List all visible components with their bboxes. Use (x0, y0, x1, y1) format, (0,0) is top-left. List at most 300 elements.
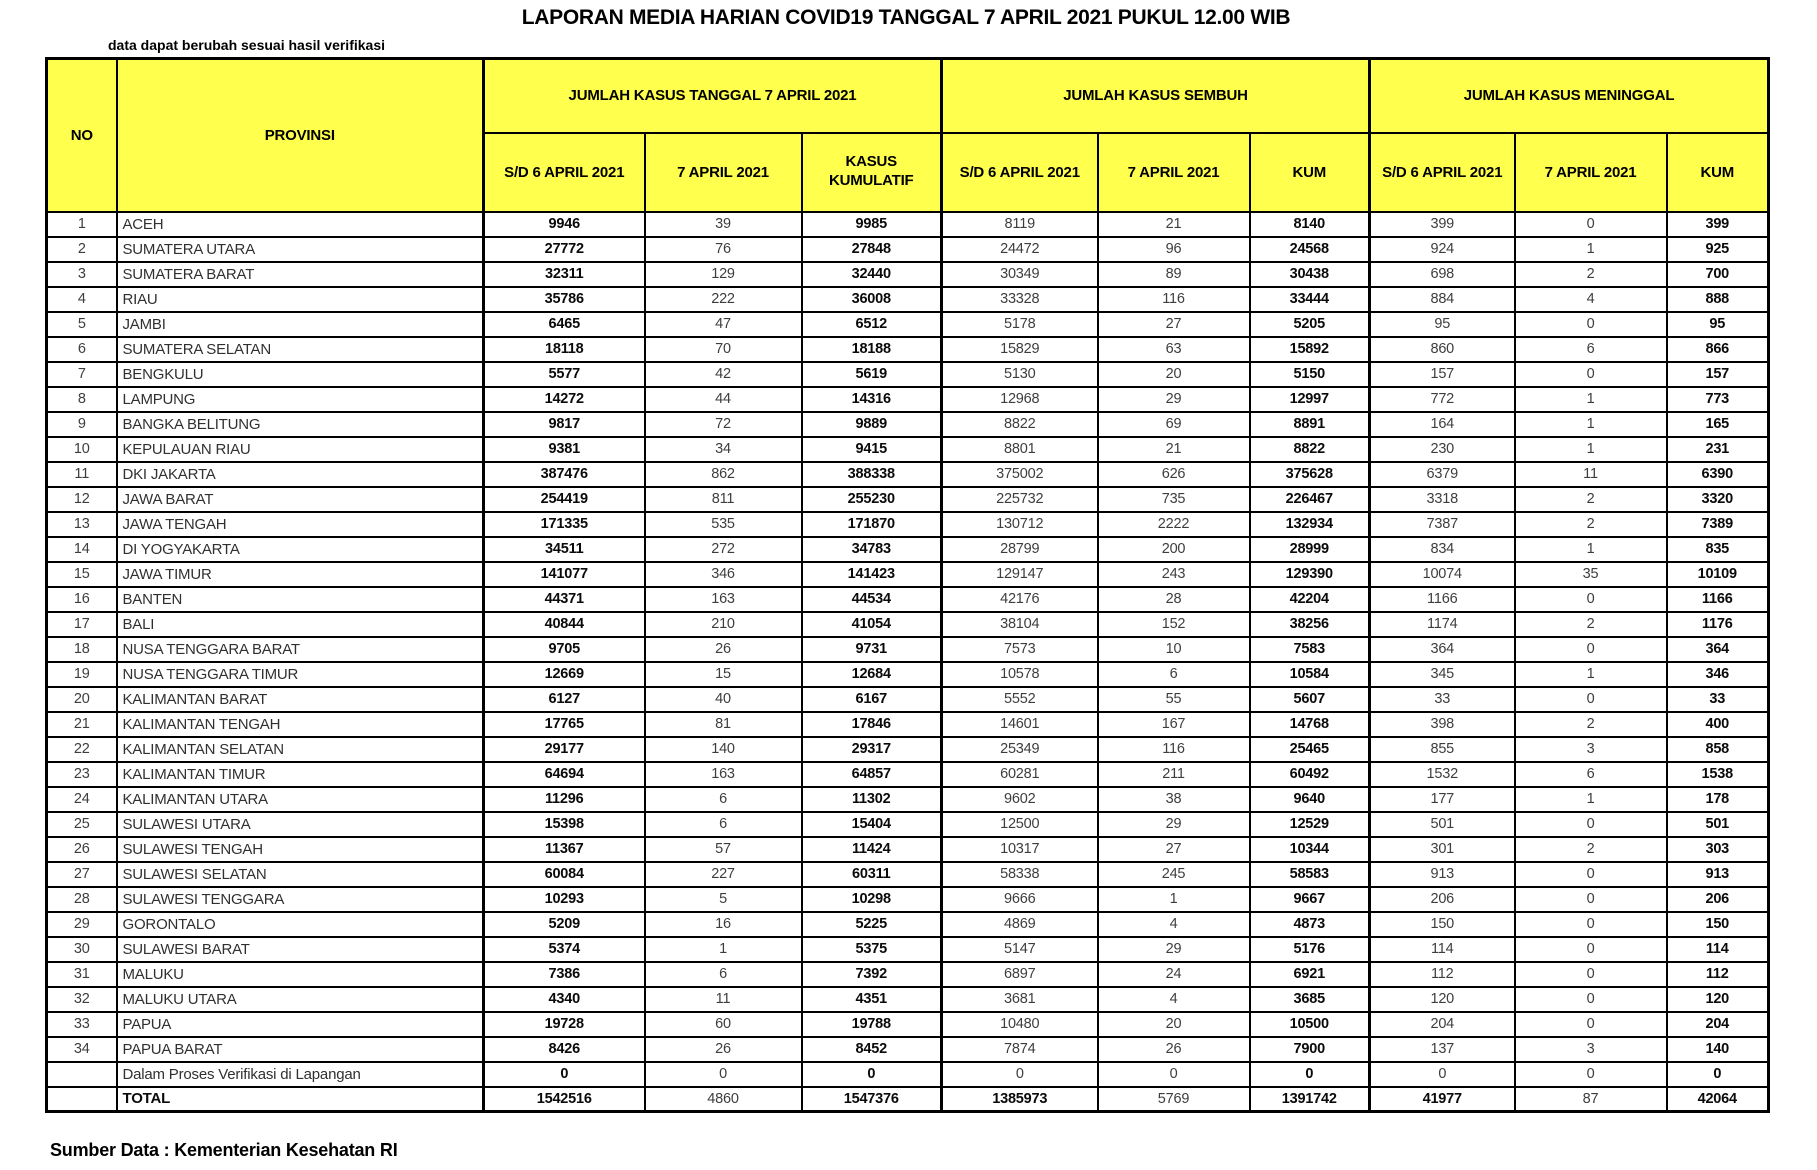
value-cell: 9415 (802, 437, 942, 462)
value-cell: 5130 (942, 362, 1098, 387)
table-row (47, 1062, 1769, 1087)
value-cell: 8119 (942, 212, 1098, 237)
table-row (47, 262, 1769, 287)
subcol-sembuh-kum: KUM (1250, 133, 1370, 212)
value-cell: 14768 (1250, 712, 1370, 737)
table-row (47, 237, 1769, 262)
value-cell: 11 (1515, 462, 1667, 487)
table-row (47, 412, 1769, 437)
value-cell: 535 (645, 512, 802, 537)
value-cell: 18118 (484, 337, 645, 362)
total-row (47, 1087, 1769, 1112)
province-name: Dalam Proses Verifikasi di Lapangan (117, 1062, 484, 1087)
province-name: SULAWESI TENGAH (117, 837, 484, 862)
value-cell: 2 (1515, 512, 1667, 537)
value-cell: 163 (645, 762, 802, 787)
value-cell: 0 (1667, 1062, 1769, 1087)
province-name: MALUKU UTARA (117, 987, 484, 1012)
value-cell: 14316 (802, 387, 942, 412)
value-cell: 626 (1098, 462, 1250, 487)
value-cell: 811 (645, 487, 802, 512)
value-cell: 42 (645, 362, 802, 387)
value-cell: 3318 (1370, 487, 1515, 512)
province-name: JAMBI (117, 312, 484, 337)
value-cell: 364 (1370, 637, 1515, 662)
value-cell: 26 (645, 1037, 802, 1062)
value-cell: 5225 (802, 912, 942, 937)
province-name: BENGKULU (117, 362, 484, 387)
table-row (47, 787, 1769, 812)
value-cell: 388338 (802, 462, 942, 487)
value-cell: 6390 (1667, 462, 1769, 487)
value-cell: 346 (1667, 662, 1769, 687)
value-cell: 40844 (484, 612, 645, 637)
value-cell: 57 (645, 837, 802, 862)
value-cell: 10293 (484, 887, 645, 912)
value-cell: 7386 (484, 962, 645, 987)
table-row (47, 962, 1769, 987)
col-header-provinsi: PROVINSI (117, 59, 484, 212)
value-cell: 0 (1515, 1062, 1667, 1087)
province-name: DKI JAKARTA (117, 462, 484, 487)
row-number: 15 (47, 562, 117, 587)
subcol-meninggal-sd6: S/D 6 APRIL 2021 (1370, 133, 1515, 212)
value-cell: 141423 (802, 562, 942, 587)
value-cell: 120 (1667, 987, 1769, 1012)
value-cell: 34 (645, 437, 802, 462)
row-number: 13 (47, 512, 117, 537)
row-number: 16 (47, 587, 117, 612)
value-cell: 89 (1098, 262, 1250, 287)
value-cell: 10578 (942, 662, 1098, 687)
value-cell: 116 (1098, 737, 1250, 762)
value-cell: 8801 (942, 437, 1098, 462)
value-cell: 9640 (1250, 787, 1370, 812)
value-cell: 69 (1098, 412, 1250, 437)
value-cell: 60311 (802, 862, 942, 887)
table-row (47, 687, 1769, 712)
value-cell: 2 (1515, 712, 1667, 737)
value-cell: 32311 (484, 262, 645, 287)
value-cell: 860 (1370, 337, 1515, 362)
value-cell: 222 (645, 287, 802, 312)
value-cell: 0 (645, 1062, 802, 1087)
value-cell: 375628 (1250, 462, 1370, 487)
value-cell: 400 (1667, 712, 1769, 737)
value-cell: 28 (1098, 587, 1250, 612)
province-name: JAWA TIMUR (117, 562, 484, 587)
value-cell: 226467 (1250, 487, 1370, 512)
row-number: 1 (47, 212, 117, 237)
value-cell: 64857 (802, 762, 942, 787)
value-cell: 9666 (942, 887, 1098, 912)
value-cell: 34511 (484, 537, 645, 562)
value-cell: 5147 (942, 937, 1098, 962)
row-number: 12 (47, 487, 117, 512)
table-row (47, 512, 1769, 537)
value-cell: 0 (1515, 887, 1667, 912)
value-cell: 398 (1370, 712, 1515, 737)
value-cell: 1 (1515, 537, 1667, 562)
province-name: KALIMANTAN TIMUR (117, 762, 484, 787)
value-cell: 210 (645, 612, 802, 637)
value-cell: 10344 (1250, 837, 1370, 862)
value-cell: 0 (1250, 1062, 1370, 1087)
value-cell: 2 (1515, 262, 1667, 287)
value-cell: 152 (1098, 612, 1250, 637)
value-cell: 5607 (1250, 687, 1370, 712)
value-cell: 345 (1370, 662, 1515, 687)
value-cell: 10298 (802, 887, 942, 912)
value-cell: 10074 (1370, 562, 1515, 587)
value-cell: 5374 (484, 937, 645, 962)
value-cell: 1 (645, 937, 802, 962)
covid-report-table-wrapper (45, 57, 1770, 1113)
value-cell: 735 (1098, 487, 1250, 512)
value-cell: 14272 (484, 387, 645, 412)
value-cell: 3 (1515, 737, 1667, 762)
value-cell: 11424 (802, 837, 942, 862)
value-cell: 112 (1667, 962, 1769, 987)
province-name: NUSA TENGGARA BARAT (117, 637, 484, 662)
row-number: 5 (47, 312, 117, 337)
province-name: SULAWESI BARAT (117, 937, 484, 962)
value-cell: 7392 (802, 962, 942, 987)
value-cell: 20 (1098, 362, 1250, 387)
value-cell: 913 (1370, 862, 1515, 887)
value-cell: 33 (1370, 687, 1515, 712)
row-number: 26 (47, 837, 117, 862)
row-number: 25 (47, 812, 117, 837)
table-header (47, 59, 1769, 212)
value-cell: 3685 (1250, 987, 1370, 1012)
value-cell: 11296 (484, 787, 645, 812)
value-cell: 34783 (802, 537, 942, 562)
row-number: 21 (47, 712, 117, 737)
value-cell: 10500 (1250, 1012, 1370, 1037)
value-cell: 0 (1515, 587, 1667, 612)
value-cell: 700 (1667, 262, 1769, 287)
value-cell: 140 (645, 737, 802, 762)
value-cell: 129390 (1250, 562, 1370, 587)
value-cell: 1391742 (1250, 1087, 1370, 1112)
province-name: LAMPUNG (117, 387, 484, 412)
value-cell: 9946 (484, 212, 645, 237)
value-cell: 4340 (484, 987, 645, 1012)
value-cell: 14601 (942, 712, 1098, 737)
value-cell: 29 (1098, 387, 1250, 412)
value-cell: 0 (942, 1062, 1098, 1087)
value-cell: 3681 (942, 987, 1098, 1012)
value-cell: 29 (1098, 812, 1250, 837)
value-cell: 9985 (802, 212, 942, 237)
value-cell: 0 (1515, 687, 1667, 712)
value-cell: 211 (1098, 762, 1250, 787)
value-cell: 10109 (1667, 562, 1769, 587)
table-row (47, 637, 1769, 662)
value-cell: 11302 (802, 787, 942, 812)
province-name: KALIMANTAN TENGAH (117, 712, 484, 737)
table-row (47, 862, 1769, 887)
value-cell: 150 (1667, 912, 1769, 937)
value-cell: 95 (1667, 312, 1769, 337)
subcol-meninggal-kum: KUM (1667, 133, 1769, 212)
value-cell: 773 (1667, 387, 1769, 412)
value-cell: 24472 (942, 237, 1098, 262)
table-row (47, 812, 1769, 837)
row-number: 14 (47, 537, 117, 562)
value-cell: 167 (1098, 712, 1250, 737)
row-number: 28 (47, 887, 117, 912)
value-cell: 33 (1667, 687, 1769, 712)
value-cell: 6 (645, 962, 802, 987)
data-source-note: Sumber Data : Kementerian Kesehatan RI (50, 1140, 398, 1160)
value-cell: 8891 (1250, 412, 1370, 437)
row-number (47, 1087, 117, 1112)
row-number: 3 (47, 262, 117, 287)
value-cell: 9667 (1250, 887, 1370, 912)
value-cell: 866 (1667, 337, 1769, 362)
value-cell: 231 (1667, 437, 1769, 462)
value-cell: 33444 (1250, 287, 1370, 312)
row-number: 29 (47, 912, 117, 937)
value-cell: 1385973 (942, 1087, 1098, 1112)
value-cell: 1547376 (802, 1087, 942, 1112)
value-cell: 19788 (802, 1012, 942, 1037)
value-cell: 114 (1667, 937, 1769, 962)
value-cell: 5577 (484, 362, 645, 387)
value-cell: 12684 (802, 662, 942, 687)
province-name: SULAWESI SELATAN (117, 862, 484, 887)
group-header-meninggal: JUMLAH KASUS MENINGGAL (1370, 59, 1769, 133)
value-cell: 6921 (1250, 962, 1370, 987)
row-number: 10 (47, 437, 117, 462)
value-cell: 15829 (942, 337, 1098, 362)
table-row (47, 437, 1769, 462)
value-cell: 60084 (484, 862, 645, 887)
row-number: 30 (47, 937, 117, 962)
table-row (47, 337, 1769, 362)
value-cell: 29177 (484, 737, 645, 762)
value-cell: 44371 (484, 587, 645, 612)
value-cell: 0 (1515, 362, 1667, 387)
value-cell: 9705 (484, 637, 645, 662)
value-cell: 5769 (1098, 1087, 1250, 1112)
value-cell: 1176 (1667, 612, 1769, 637)
value-cell: 20 (1098, 1012, 1250, 1037)
value-cell: 42204 (1250, 587, 1370, 612)
subcol-sembuh-7april: 7 APRIL 2021 (1098, 133, 1250, 212)
province-name: PAPUA (117, 1012, 484, 1037)
province-name: TOTAL (117, 1087, 484, 1112)
province-name: KALIMANTAN UTARA (117, 787, 484, 812)
value-cell: 206 (1667, 887, 1769, 912)
value-cell: 4 (1515, 287, 1667, 312)
value-cell: 11367 (484, 837, 645, 862)
row-number: 4 (47, 287, 117, 312)
row-number: 11 (47, 462, 117, 487)
value-cell: 884 (1370, 287, 1515, 312)
value-cell: 60 (645, 1012, 802, 1037)
value-cell: 772 (1370, 387, 1515, 412)
value-cell: 6465 (484, 312, 645, 337)
row-number: 17 (47, 612, 117, 637)
value-cell: 2 (1515, 612, 1667, 637)
value-cell: 9817 (484, 412, 645, 437)
table-row (47, 387, 1769, 412)
value-cell: 27 (1098, 837, 1250, 862)
value-cell: 157 (1370, 362, 1515, 387)
value-cell: 4351 (802, 987, 942, 1012)
value-cell: 164 (1370, 412, 1515, 437)
value-cell: 1 (1515, 387, 1667, 412)
value-cell: 55 (1098, 687, 1250, 712)
province-name: NUSA TENGGARA TIMUR (117, 662, 484, 687)
value-cell: 12997 (1250, 387, 1370, 412)
value-cell: 17846 (802, 712, 942, 737)
value-cell: 42176 (942, 587, 1098, 612)
province-name: SUMATERA UTARA (117, 237, 484, 262)
subcol-meninggal-7april: 7 APRIL 2021 (1515, 133, 1667, 212)
value-cell: 60281 (942, 762, 1098, 787)
value-cell: 112 (1370, 962, 1515, 987)
table-row (47, 562, 1769, 587)
value-cell: 25465 (1250, 737, 1370, 762)
value-cell: 178 (1667, 787, 1769, 812)
value-cell: 10317 (942, 837, 1098, 862)
value-cell: 1 (1515, 237, 1667, 262)
table-row (47, 837, 1769, 862)
table-row (47, 487, 1769, 512)
value-cell: 2222 (1098, 512, 1250, 537)
value-cell: 6 (1098, 662, 1250, 687)
value-cell: 28999 (1250, 537, 1370, 562)
value-cell: 200 (1098, 537, 1250, 562)
value-cell: 375002 (942, 462, 1098, 487)
value-cell: 163 (645, 587, 802, 612)
value-cell: 38256 (1250, 612, 1370, 637)
table-row (47, 1037, 1769, 1062)
group-header-sembuh: JUMLAH KASUS SEMBUH (942, 59, 1370, 133)
value-cell: 8822 (1250, 437, 1370, 462)
province-name: JAWA BARAT (117, 487, 484, 512)
disclaimer-note: data dapat berubah sesuai hasil verifikasi (108, 37, 385, 53)
value-cell: 27772 (484, 237, 645, 262)
value-cell: 0 (1515, 1012, 1667, 1037)
value-cell: 0 (802, 1062, 942, 1087)
value-cell: 10 (1098, 637, 1250, 662)
value-cell: 5205 (1250, 312, 1370, 337)
value-cell: 1174 (1370, 612, 1515, 637)
row-number: 24 (47, 787, 117, 812)
value-cell: 150 (1370, 912, 1515, 937)
value-cell: 141077 (484, 562, 645, 587)
value-cell: 35 (1515, 562, 1667, 587)
col-header-no: NO (47, 59, 117, 212)
value-cell: 64694 (484, 762, 645, 787)
value-cell: 501 (1667, 812, 1769, 837)
value-cell: 137 (1370, 1037, 1515, 1062)
value-cell: 140 (1667, 1037, 1769, 1062)
value-cell: 30349 (942, 262, 1098, 287)
province-name: SULAWESI UTARA (117, 812, 484, 837)
province-name: DI YOGYAKARTA (117, 537, 484, 562)
table-row (47, 462, 1769, 487)
value-cell: 12529 (1250, 812, 1370, 837)
value-cell: 5375 (802, 937, 942, 962)
value-cell: 10480 (942, 1012, 1098, 1037)
province-name: KEPULAUAN RIAU (117, 437, 484, 462)
value-cell: 272 (645, 537, 802, 562)
value-cell: 58338 (942, 862, 1098, 887)
value-cell: 120 (1370, 987, 1515, 1012)
value-cell: 12968 (942, 387, 1098, 412)
value-cell: 6897 (942, 962, 1098, 987)
value-cell: 0 (1515, 912, 1667, 937)
value-cell: 132934 (1250, 512, 1370, 537)
row-number: 2 (47, 237, 117, 262)
value-cell: 862 (645, 462, 802, 487)
value-cell: 5552 (942, 687, 1098, 712)
province-name: SUMATERA BARAT (117, 262, 484, 287)
value-cell: 6 (645, 787, 802, 812)
value-cell: 8140 (1250, 212, 1370, 237)
value-cell: 0 (1515, 312, 1667, 337)
value-cell: 63 (1098, 337, 1250, 362)
value-cell: 29 (1098, 937, 1250, 962)
value-cell: 44534 (802, 587, 942, 612)
row-number: 23 (47, 762, 117, 787)
table-row (47, 312, 1769, 337)
value-cell: 4860 (645, 1087, 802, 1112)
province-name: GORONTALO (117, 912, 484, 937)
value-cell: 40 (645, 687, 802, 712)
value-cell: 7874 (942, 1037, 1098, 1062)
row-number: 33 (47, 1012, 117, 1037)
value-cell: 15398 (484, 812, 645, 837)
value-cell: 177 (1370, 787, 1515, 812)
value-cell: 17765 (484, 712, 645, 737)
value-cell: 206 (1370, 887, 1515, 912)
value-cell: 7900 (1250, 1037, 1370, 1062)
value-cell: 1 (1515, 787, 1667, 812)
value-cell: 913 (1667, 862, 1769, 887)
value-cell: 26 (645, 637, 802, 662)
province-name: JAWA TENGAH (117, 512, 484, 537)
subcol-kasus-kumulatif: KASUS KUMULATIF (802, 133, 942, 212)
value-cell: 1532 (1370, 762, 1515, 787)
value-cell: 245 (1098, 862, 1250, 887)
row-number: 32 (47, 987, 117, 1012)
value-cell: 4 (1098, 912, 1250, 937)
value-cell: 33328 (942, 287, 1098, 312)
value-cell: 255230 (802, 487, 942, 512)
value-cell: 0 (1515, 637, 1667, 662)
value-cell: 924 (1370, 237, 1515, 262)
table-row (47, 587, 1769, 612)
row-number (47, 1062, 117, 1087)
value-cell: 6 (1515, 337, 1667, 362)
table-row (47, 987, 1769, 1012)
value-cell: 24568 (1250, 237, 1370, 262)
row-number: 27 (47, 862, 117, 887)
row-number: 8 (47, 387, 117, 412)
value-cell: 171870 (802, 512, 942, 537)
row-number: 9 (47, 412, 117, 437)
value-cell: 835 (1667, 537, 1769, 562)
value-cell: 9731 (802, 637, 942, 662)
province-name: BALI (117, 612, 484, 637)
